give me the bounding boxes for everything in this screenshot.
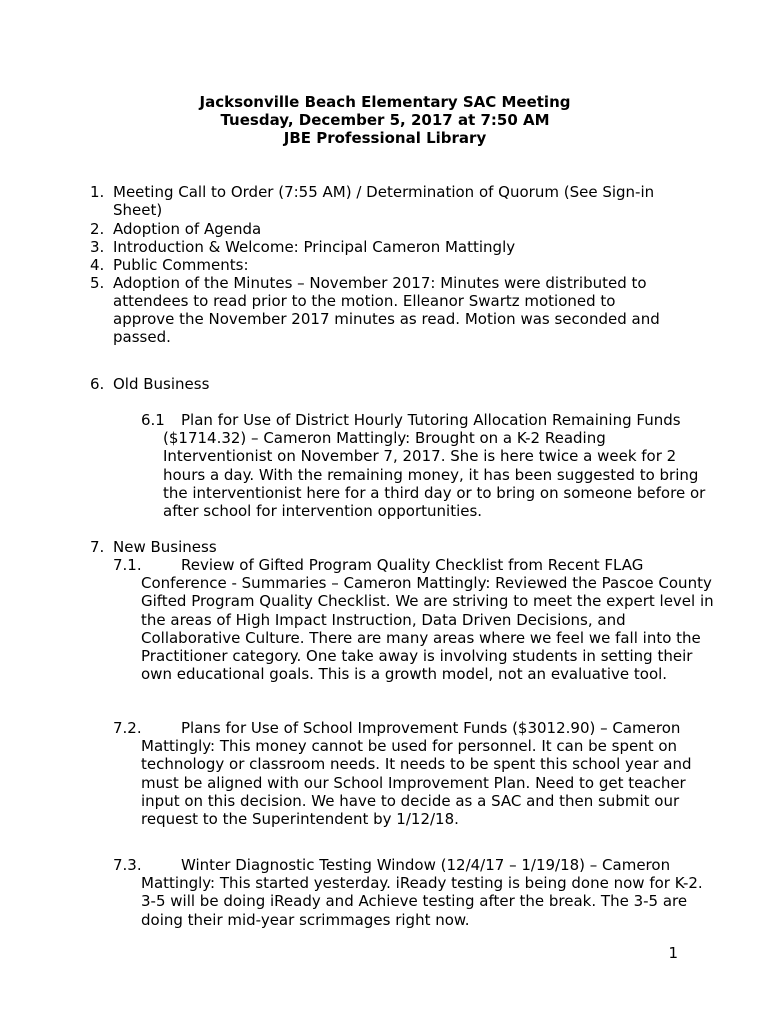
agenda-item-text: Adoption of the Minutes – November 2017: Minutes were distributed to attendees to read prior to the motion. Elleanor Swartz motioned to approve the November 2017 minutes as read. Motion was seconded and passed. (113, 273, 660, 347)
agenda-item-text: Public Comments: (113, 255, 249, 274)
document-header (0, 93, 770, 148)
agenda-item-text: Introduction & Welcome: Principal Cameron Mattingly (113, 237, 516, 256)
page-number: 1 (668, 944, 678, 962)
agenda-item-2 (90, 220, 690, 238)
meeting-date: Tuesday, December 5, 2017 at 7:50 AM (220, 111, 550, 130)
agenda-item-1 (90, 183, 690, 219)
subitem-label: 7.2. (113, 719, 142, 737)
new-business-item-7-1 (113, 556, 716, 683)
subitem-label: 7.1. (113, 556, 142, 574)
old-business-heading (90, 375, 690, 393)
agenda-item-text: Meeting Call to Order (7:55 AM) / Determination of Quorum (See Sign-in Sheet) (113, 183, 655, 220)
meeting-title: Jacksonville Beach Elementary SAC Meeting (199, 93, 571, 111)
subitem-text: Plans for Use of School Improvement Funds ($3012.90) – Cameron Mattingly: This money cannot be used for personnel. It can be spent on technology or classroom needs. It needs to be spent this school year and must be aligned with our School Improvement Plan. Need to get teacher input on this decision. We have to decide as a SAC and then submit our request to the Superintendent by 1/12/18. (141, 719, 692, 829)
agenda-item-4 (90, 256, 690, 274)
new-business-item-7-3 (113, 856, 716, 929)
subitem-label: 6.1 (141, 411, 165, 429)
section-number: 7. (90, 538, 105, 556)
agenda-item-5 (90, 274, 690, 347)
old-business-item-6-1 (141, 411, 708, 520)
agenda-item-3 (90, 238, 690, 256)
agenda-item-number: 4. (90, 255, 105, 274)
meeting-location: JBE Professional Library (283, 129, 487, 148)
section-number: 6. (90, 375, 105, 393)
subitem-label: 7.3. (113, 856, 142, 874)
subitem-text: Winter Diagnostic Testing Window (12/4/17 – 1/19/18) – Cameron Mattingly: This started yesterday. iReady testing is being done now for K-2. 3-5 will be doing iReady and Achieve testing after the break. The 3-5 are doing their mid-year scrimmages right now. (141, 856, 703, 929)
section-title: Old Business (113, 375, 210, 393)
agenda-item-number: 2. (90, 219, 105, 238)
section-title: New Business (113, 538, 217, 556)
agenda-item-number: 1. (90, 183, 105, 201)
subitem-text: Review of Gifted Program Quality Checklist from Recent FLAG Conference - Summaries – Cameron Mattingly: Reviewed the Pascoe County Gifted Program Quality Checklist. We are striving to meet the expert level in the areas of High Impact Instruction, Data Driven Decisions, and Collaborative Culture. There are many areas where we feel we fall into the Practitioner category. One take away is involving students in setting their own educational goals. This is a growth model, not an evaluative tool. (141, 556, 714, 684)
subitem-text: Plan for Use of District Hourly Tutoring Allocation Remaining Funds ($1714.32) – Cameron Mattingly: Brought on a K-2 Reading Interventionist on November 7, 2017. She is here twice a week for 2 hours a day. With the remaining money, it has been suggested to bring the interventionist here for a third day or to bring on someone before or after school for intervention opportunities. (163, 411, 706, 521)
agenda-item-number: 3. (90, 237, 105, 256)
new-business-item-7-2 (113, 719, 716, 828)
new-business-heading (90, 538, 690, 556)
agenda-item-number: 5. (90, 273, 105, 292)
agenda-item-text: Adoption of Agenda (113, 219, 262, 238)
